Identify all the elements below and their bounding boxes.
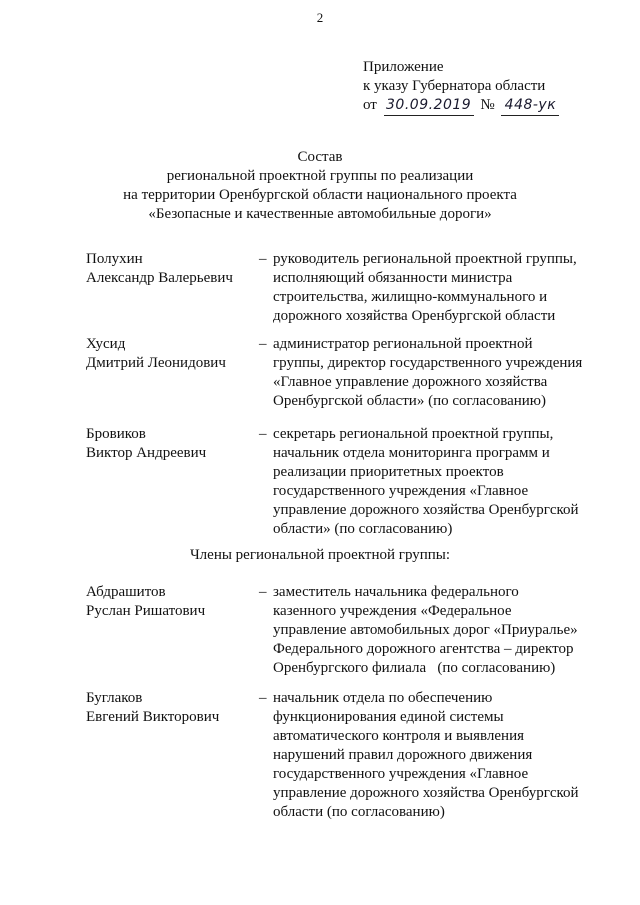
appendix-block: [363, 58, 562, 116]
member-surname: Бровиков: [86, 426, 146, 442]
dash: –: [259, 584, 267, 600]
role-line: реализации приоритетных проектов: [273, 464, 504, 480]
appendix-line-1: Приложение: [363, 59, 444, 75]
role-line: области (по согласованию): [273, 804, 445, 820]
member-role: [273, 583, 598, 678]
member-surname: Хусид: [86, 336, 126, 352]
member-name: [86, 425, 261, 463]
role-line: исполняющий обязанности министра: [273, 270, 513, 286]
role-line: автоматического контроля и выявления: [273, 728, 525, 744]
role-line: администратор региональной проектной: [273, 336, 533, 352]
role-line: Оренбургской области» (по согласованию): [273, 393, 547, 409]
role-line: строительства, жилищно-коммунального и: [273, 289, 548, 305]
member-name: [86, 583, 261, 621]
member-given-name: Виктор Андреевич: [86, 445, 207, 461]
role-line: функционирования единой системы: [273, 709, 504, 725]
member-given-name: Александр Валерьевич: [86, 270, 233, 286]
member-given-name: Евгений Викторович: [86, 709, 220, 725]
handwritten-date: 30.09.2019: [384, 96, 474, 116]
dash: –: [259, 251, 267, 267]
role-line: Оренбургского филиала (по согласованию): [273, 660, 556, 676]
member-surname: Полухин: [86, 251, 143, 267]
member-role: [273, 425, 598, 539]
member-name: [86, 689, 261, 727]
member-name: [86, 250, 261, 288]
title-line-1: Состав: [297, 149, 343, 165]
member-surname: Буглаков: [86, 690, 143, 706]
member-surname: Абдрашитов: [86, 584, 166, 600]
role-line: государственного учреждения «Главное: [273, 766, 529, 782]
member-role: [273, 250, 598, 326]
page-number: 2: [316, 10, 324, 25]
role-line: группы, директор государственного учреждения: [273, 355, 583, 371]
role-line: управление дорожного хозяйства Оренбургской: [273, 785, 579, 801]
member-role: [273, 335, 598, 411]
document-title: [0, 148, 640, 224]
member-given-name: Руслан Ришатович: [86, 603, 206, 619]
member-role: [273, 689, 598, 822]
role-line: нарушений правил дорожного движения: [273, 747, 533, 763]
title-line-2: региональной проектной группы по реализации: [166, 168, 474, 184]
number-label: №: [480, 97, 495, 113]
role-line: секретарь региональной проектной группы,: [273, 426, 554, 442]
dash: –: [259, 336, 267, 352]
appendix-line-3: [363, 96, 562, 116]
role-line: управление автомобильных дорог «Приуралье»: [273, 622, 578, 638]
role-line: казенного учреждения «Федеральное: [273, 603, 512, 619]
dash: –: [259, 426, 267, 442]
role-line: управление дорожного хозяйства Оренбургской: [273, 502, 579, 518]
members-heading: Члены региональной проектной группы:: [189, 547, 451, 563]
dash: –: [259, 690, 267, 706]
role-line: дорожного хозяйства Оренбургской области: [273, 308, 556, 324]
title-line-4: «Безопасные и качественные автомобильные дороги»: [148, 206, 492, 222]
role-line: руководитель региональной проектной группы,: [273, 251, 577, 267]
member-name: [86, 335, 261, 373]
role-line: начальник отдела по обеспечению: [273, 690, 493, 706]
role-line: области» (по согласованию): [273, 521, 453, 537]
role-line: Федерального дорожного агентства – директор: [273, 641, 574, 657]
title-line-3: на территории Оренбургской области национального проекта: [123, 187, 517, 203]
role-line: заместитель начальника федерального: [273, 584, 519, 600]
member-given-name: Дмитрий Леонидович: [86, 355, 226, 371]
role-line: «Главное управление дорожного хозяйства: [273, 374, 548, 390]
role-line: государственного учреждения «Главное: [273, 483, 529, 499]
appendix-line-2: к указу Губернатора области: [363, 78, 546, 94]
from-label: от: [363, 97, 377, 113]
handwritten-number: 448-ук: [501, 96, 559, 116]
role-line: начальник отдела мониторинга программ и: [273, 445, 550, 461]
